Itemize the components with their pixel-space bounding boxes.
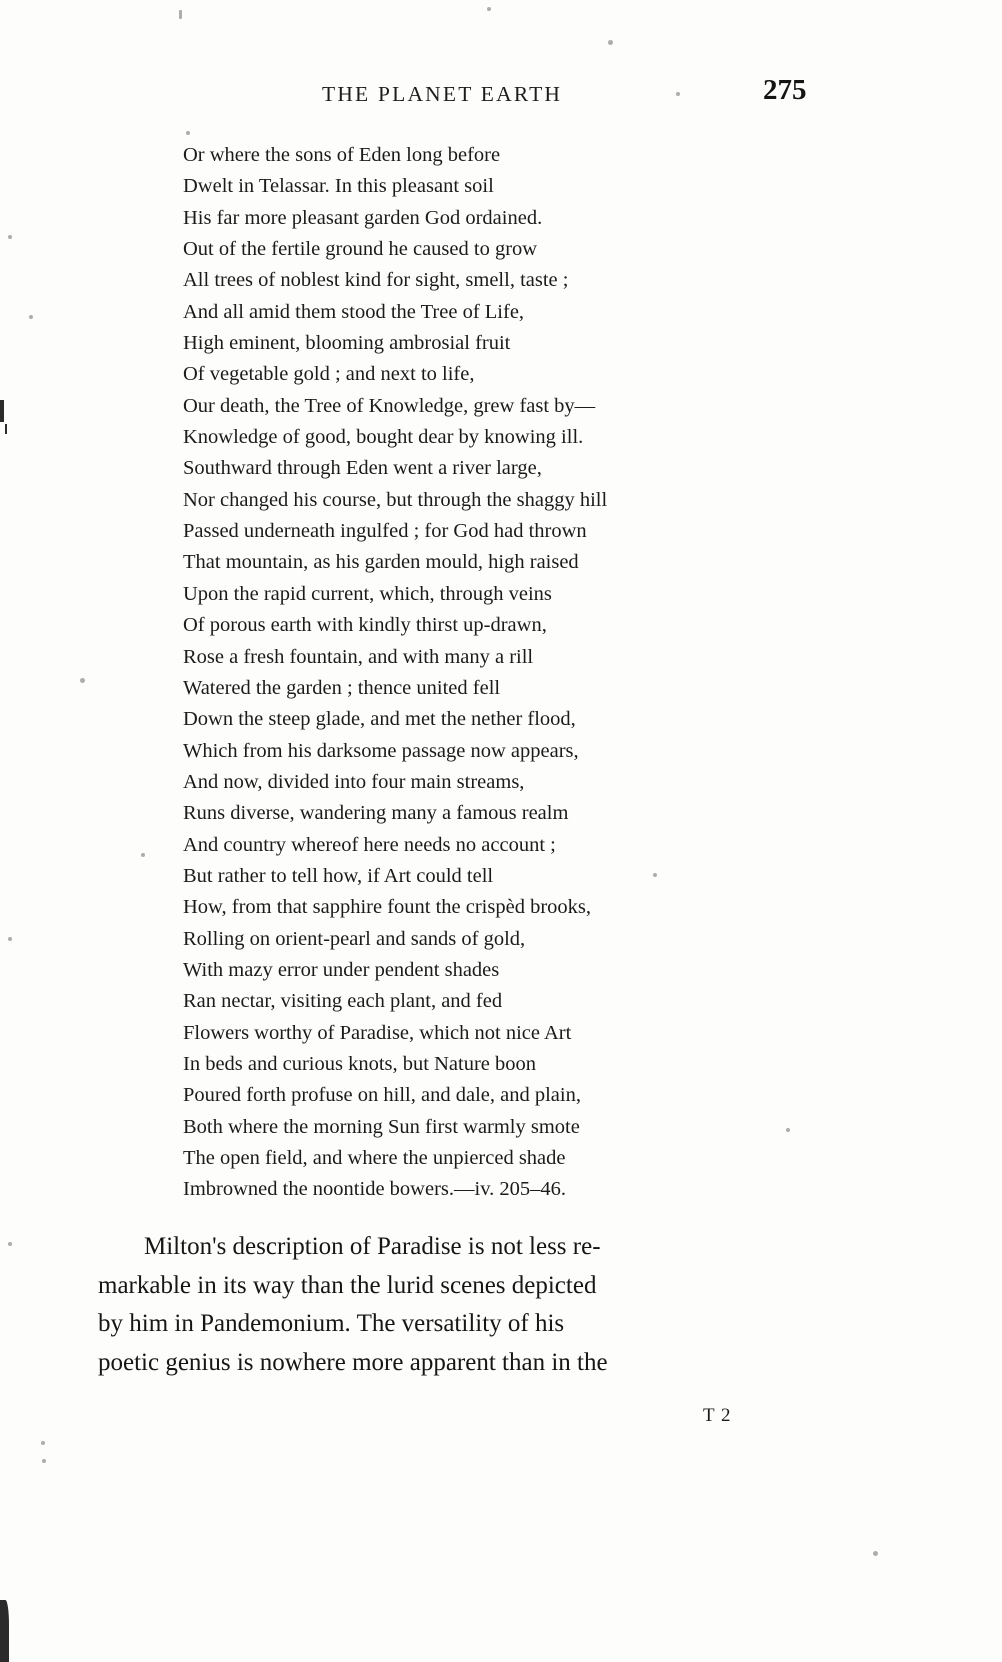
binding-edge-mark [0, 1600, 9, 1662]
verse-line: But rather to tell how, if Art could tell [183, 864, 494, 887]
verse-line: Passed underneath ingulfed ; for God had thrown [183, 520, 587, 543]
page-number: 275 [763, 74, 807, 106]
verse-line: Dwelt in Telassar. In this pleasant soil [183, 175, 494, 198]
verse-line: High eminent, blooming ambrosial fruit [183, 332, 511, 355]
verse-line: That mountain, as his garden mould, high raised [183, 551, 579, 574]
scan-speck [141, 853, 145, 857]
verse-line: And now, divided into four main streams, [183, 770, 525, 793]
verse-line: Of porous earth with kindly thirst up-drawn, [183, 614, 547, 637]
verse-block [183, 140, 803, 1206]
verse-line: With mazy error under pendent shades [183, 958, 500, 981]
verse-line: Runs diverse, wandering many a famous realm [183, 802, 569, 825]
prose-paragraph [98, 1228, 814, 1382]
verse-line: The open field, and where the unpierced shade [183, 1147, 566, 1169]
verse-line: Southward through Eden went a river large, [183, 457, 542, 480]
scan-speck [873, 1551, 878, 1556]
scan-speck [29, 315, 33, 319]
verse-line: And country whereof here needs no account ; [183, 833, 556, 856]
verse-line: Which from his darksome passage now appears, [183, 739, 579, 762]
running-head [0, 74, 1002, 116]
verse-line: Rolling on orient-pearl and sands of gold, [183, 927, 526, 950]
scan-speck [8, 1242, 12, 1246]
verse-line: How, from that sapphire fount the crispèd brooks, [183, 896, 592, 919]
prose-line: markable in its way than the lurid scenes depicted [98, 1271, 597, 1299]
running-head-title: THE PLANET EARTH [322, 82, 563, 106]
scan-speck [80, 678, 85, 683]
verse-line: Ran nectar, visiting each plant, and fed [183, 990, 503, 1013]
prose-line: poetic genius is nowhere more apparent than in the [98, 1348, 608, 1376]
verse-line: Imbrowned the noontide bowers.—iv. 205–46. [183, 1178, 566, 1201]
verse-line: Both where the morning Sun first warmly smote [183, 1115, 580, 1138]
scan-speck [41, 1441, 45, 1445]
scan-speck [608, 40, 613, 45]
verse-line: Of vegetable gold ; and next to life, [183, 363, 475, 386]
scan-speck [42, 1459, 46, 1463]
verse-line: All trees of noblest kind for sight, smell, taste ; [183, 269, 569, 292]
verse-line: Flowers worthy of Paradise, which not nice Art [183, 1021, 572, 1044]
verse-line: And all amid them stood the Tree of Life, [183, 300, 525, 323]
verse-line: Upon the rapid current, which, through veins [183, 582, 552, 605]
scan-speck [8, 937, 12, 941]
verse-line: Down the steep glade, and met the nether flood, [183, 708, 576, 731]
verse-line: In beds and curious knots, but Nature boon [183, 1052, 536, 1075]
verse-line: Rose a fresh fountain, and with many a rill [183, 645, 534, 668]
verse-line: Out of the fertile ground he caused to grow [183, 238, 538, 261]
verse-line: His far more pleasant garden God ordained. [183, 206, 543, 229]
binding-edge-mark [0, 400, 4, 422]
verse-line: Our death, the Tree of Knowledge, grew fast by— [183, 394, 596, 417]
verse-line: Knowledge of good, bought dear by knowing ill. [183, 426, 584, 449]
verse-line: Nor changed his course, but through the shaggy hill [183, 488, 608, 511]
scan-speck [186, 131, 190, 135]
prose-line: Milton's description of Paradise is not less re- [144, 1233, 601, 1260]
scan-speck [8, 235, 12, 239]
binding-edge-mark [5, 424, 7, 434]
verse-line: Watered the garden ; thence united fell [183, 676, 501, 699]
signature-mark: T 2 [703, 1405, 732, 1426]
verse-line: Or where the sons of Eden long before [183, 144, 501, 166]
verse-line: Poured forth profuse on hill, and dale, and plain, [183, 1084, 581, 1107]
scan-speck [487, 7, 491, 11]
prose-line: by him in Pandemonium. The versatility of his [98, 1310, 565, 1337]
scan-speck [179, 10, 182, 19]
